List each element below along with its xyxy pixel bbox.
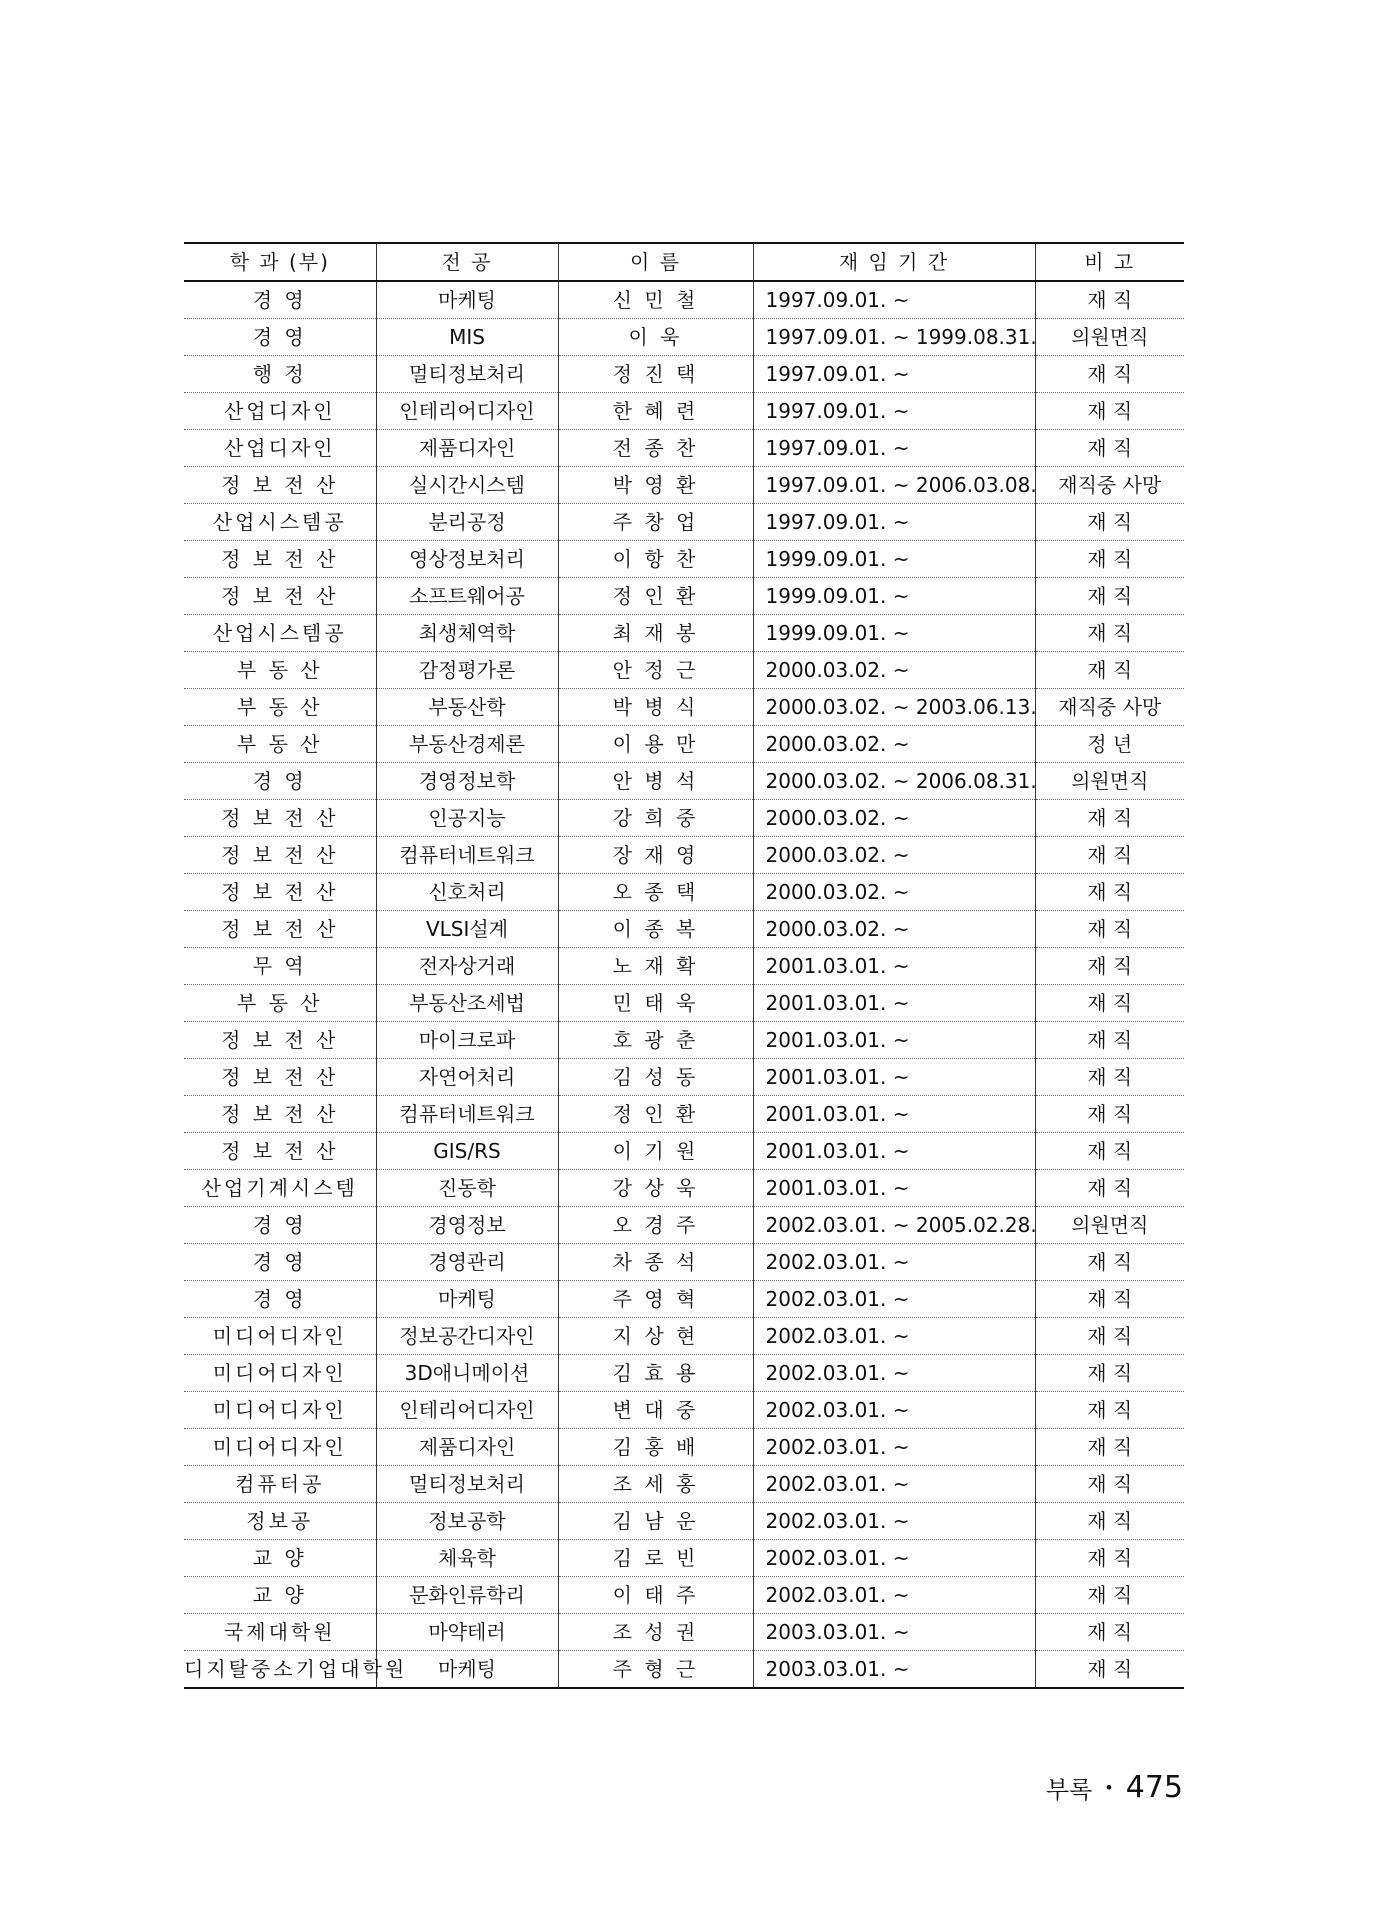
cell-remarks: 재 직 xyxy=(1035,652,1184,689)
cell-major: 3D애니메이션 xyxy=(376,1355,558,1392)
cell-department: 컴퓨터공 xyxy=(184,1466,376,1503)
cell-department: 정 보 전 산 xyxy=(184,837,376,874)
cell-major: 경영정보 xyxy=(376,1207,558,1244)
cell-name: 신 민 철 xyxy=(558,281,753,319)
cell-major: 인공지능 xyxy=(376,800,558,837)
cell-name: 차 종 석 xyxy=(558,1244,753,1281)
cell-name: 이 종 복 xyxy=(558,911,753,948)
cell-tenure: 2002.03.01. ~ xyxy=(753,1392,1035,1429)
cell-name: 이 욱 xyxy=(558,319,753,356)
cell-tenure: 1997.09.01. ~ xyxy=(753,504,1035,541)
cell-tenure: 2002.03.01. ~ xyxy=(753,1577,1035,1614)
cell-department: 경 영 xyxy=(184,763,376,800)
cell-tenure: 2003.03.01. ~ xyxy=(753,1614,1035,1651)
cell-major: 마이크로파 xyxy=(376,1022,558,1059)
table-row xyxy=(184,1281,1184,1318)
cell-major: 멀티정보처리 xyxy=(376,356,558,393)
cell-major: 정보공간디자인 xyxy=(376,1318,558,1355)
table-header-row xyxy=(184,243,1184,281)
cell-major: 정보공학 xyxy=(376,1503,558,1540)
cell-name: 지 상 현 xyxy=(558,1318,753,1355)
cell-name: 정 인 환 xyxy=(558,1096,753,1133)
cell-department: 정보공 xyxy=(184,1503,376,1540)
cell-department: 정 보 전 산 xyxy=(184,1022,376,1059)
cell-major: 진동학 xyxy=(376,1170,558,1207)
cell-major: 마케팅 xyxy=(376,281,558,319)
cell-tenure: 1997.09.01. ~ xyxy=(753,281,1035,319)
cell-major: 신호처리 xyxy=(376,874,558,911)
header-department: 학 과 (부) xyxy=(184,243,376,281)
cell-department: 산업디자인 xyxy=(184,393,376,430)
table-row xyxy=(184,800,1184,837)
table-row xyxy=(184,726,1184,763)
cell-department: 미디어디자인 xyxy=(184,1318,376,1355)
cell-remarks: 재 직 xyxy=(1035,504,1184,541)
cell-department: 부 동 산 xyxy=(184,985,376,1022)
cell-remarks: 재 직 xyxy=(1035,393,1184,430)
cell-department: 산업디자인 xyxy=(184,430,376,467)
cell-name: 김 남 운 xyxy=(558,1503,753,1540)
cell-department: 경 영 xyxy=(184,1244,376,1281)
cell-department: 정 보 전 산 xyxy=(184,1133,376,1170)
cell-department: 교 양 xyxy=(184,1540,376,1577)
cell-major: 제품디자인 xyxy=(376,430,558,467)
table-row xyxy=(184,911,1184,948)
table-row xyxy=(184,1170,1184,1207)
cell-remarks: 정 년 xyxy=(1035,726,1184,763)
cell-tenure: 2000.03.02. ~ xyxy=(753,874,1035,911)
cell-department: 정 보 전 산 xyxy=(184,874,376,911)
cell-department: 정 보 전 산 xyxy=(184,1096,376,1133)
cell-name: 안 정 근 xyxy=(558,652,753,689)
cell-tenure: 2001.03.01. ~ xyxy=(753,1096,1035,1133)
cell-department: 정 보 전 산 xyxy=(184,578,376,615)
cell-major: 부동산조세법 xyxy=(376,985,558,1022)
cell-name: 조 성 권 xyxy=(558,1614,753,1651)
cell-tenure: 2002.03.01. ~ xyxy=(753,1503,1035,1540)
cell-remarks: 재 직 xyxy=(1035,911,1184,948)
cell-tenure: 2000.03.02. ~ 2003.06.13. xyxy=(753,689,1035,726)
cell-remarks: 재 직 xyxy=(1035,281,1184,319)
cell-remarks: 재 직 xyxy=(1035,800,1184,837)
table-row xyxy=(184,1614,1184,1651)
cell-remarks: 재 직 xyxy=(1035,874,1184,911)
cell-remarks: 재 직 xyxy=(1035,1170,1184,1207)
page-footer xyxy=(1046,1770,1183,1805)
table-row xyxy=(184,1133,1184,1170)
cell-department: 부 동 산 xyxy=(184,726,376,763)
table-row xyxy=(184,393,1184,430)
cell-tenure: 1997.09.01. ~ xyxy=(753,393,1035,430)
cell-department: 경 영 xyxy=(184,1207,376,1244)
cell-remarks: 의원면직 xyxy=(1035,319,1184,356)
cell-major: 최생체역학 xyxy=(376,615,558,652)
cell-tenure: 2001.03.01. ~ xyxy=(753,948,1035,985)
table-row xyxy=(184,1392,1184,1429)
cell-name: 조 세 홍 xyxy=(558,1466,753,1503)
table-row xyxy=(184,985,1184,1022)
cell-name: 이 항 찬 xyxy=(558,541,753,578)
cell-tenure: 2002.03.01. ~ xyxy=(753,1244,1035,1281)
cell-remarks: 재 직 xyxy=(1035,1577,1184,1614)
cell-major: 제품디자인 xyxy=(376,1429,558,1466)
cell-major: 컴퓨터네트워크 xyxy=(376,837,558,874)
cell-name: 오 경 주 xyxy=(558,1207,753,1244)
cell-tenure: 2003.03.01. ~ xyxy=(753,1651,1035,1689)
cell-major: 영상정보처리 xyxy=(376,541,558,578)
cell-tenure: 2000.03.02. ~ xyxy=(753,911,1035,948)
cell-department: 국제대학원 xyxy=(184,1614,376,1651)
cell-remarks: 재 직 xyxy=(1035,541,1184,578)
cell-major: 전자상거래 xyxy=(376,948,558,985)
cell-tenure: 1999.09.01. ~ xyxy=(753,615,1035,652)
cell-major: 마케팅 xyxy=(376,1281,558,1318)
cell-tenure: 2000.03.02. ~ 2006.08.31. xyxy=(753,763,1035,800)
cell-remarks: 재 직 xyxy=(1035,1429,1184,1466)
cell-remarks: 재 직 xyxy=(1035,1651,1184,1689)
table-body xyxy=(184,281,1184,1688)
cell-department: 경 영 xyxy=(184,319,376,356)
cell-major: 경영관리 xyxy=(376,1244,558,1281)
cell-remarks: 재 직 xyxy=(1035,1540,1184,1577)
cell-tenure: 2002.03.01. ~ xyxy=(753,1355,1035,1392)
cell-tenure: 2001.03.01. ~ xyxy=(753,1059,1035,1096)
cell-department: 부 동 산 xyxy=(184,652,376,689)
cell-major: 자연어처리 xyxy=(376,1059,558,1096)
cell-tenure: 2002.03.01. ~ 2005.02.28. xyxy=(753,1207,1035,1244)
cell-tenure: 1999.09.01. ~ xyxy=(753,578,1035,615)
cell-major: 부동산경제론 xyxy=(376,726,558,763)
cell-tenure: 1997.09.01. ~ 2006.03.08. xyxy=(753,467,1035,504)
cell-department: 산업시스템공 xyxy=(184,504,376,541)
table-row xyxy=(184,578,1184,615)
cell-remarks: 재 직 xyxy=(1035,1022,1184,1059)
table-row xyxy=(184,467,1184,504)
cell-name: 정 인 환 xyxy=(558,578,753,615)
cell-major: 분리공정 xyxy=(376,504,558,541)
table-row xyxy=(184,430,1184,467)
cell-major: VLSI설계 xyxy=(376,911,558,948)
table-row xyxy=(184,874,1184,911)
header-name: 이 름 xyxy=(558,243,753,281)
table-row xyxy=(184,356,1184,393)
cell-tenure: 2002.03.01. ~ xyxy=(753,1540,1035,1577)
cell-department: 산업기계시스템 xyxy=(184,1170,376,1207)
cell-remarks: 재 직 xyxy=(1035,1096,1184,1133)
table-row xyxy=(184,541,1184,578)
table-row xyxy=(184,615,1184,652)
cell-remarks: 재 직 xyxy=(1035,1503,1184,1540)
cell-name: 주 형 근 xyxy=(558,1651,753,1689)
table-row xyxy=(184,1207,1184,1244)
cell-department: 경 영 xyxy=(184,1281,376,1318)
cell-tenure: 1997.09.01. ~ xyxy=(753,430,1035,467)
cell-department: 정 보 전 산 xyxy=(184,800,376,837)
cell-department: 교 양 xyxy=(184,1577,376,1614)
header-tenure: 재 임 기 간 xyxy=(753,243,1035,281)
cell-major: 마약테러 xyxy=(376,1614,558,1651)
table-row xyxy=(184,1244,1184,1281)
cell-name: 정 진 택 xyxy=(558,356,753,393)
cell-name: 장 재 영 xyxy=(558,837,753,874)
cell-name: 김 효 용 xyxy=(558,1355,753,1392)
cell-name: 박 영 환 xyxy=(558,467,753,504)
header-remarks: 비 고 xyxy=(1035,243,1184,281)
footer-bullet-icon: • xyxy=(1104,1778,1114,1797)
cell-remarks: 재 직 xyxy=(1035,578,1184,615)
cell-remarks: 의원면직 xyxy=(1035,1207,1184,1244)
cell-name: 노 재 확 xyxy=(558,948,753,985)
cell-remarks: 재 직 xyxy=(1035,1281,1184,1318)
table-row xyxy=(184,1355,1184,1392)
cell-tenure: 2001.03.01. ~ xyxy=(753,1022,1035,1059)
table-row xyxy=(184,1540,1184,1577)
cell-department: 무 역 xyxy=(184,948,376,985)
cell-major: 멀티정보처리 xyxy=(376,1466,558,1503)
cell-department: 미디어디자인 xyxy=(184,1429,376,1466)
cell-tenure: 1997.09.01. ~ xyxy=(753,356,1035,393)
footer-section-label: 부록 xyxy=(1045,1776,1093,1804)
cell-major: 실시간시스템 xyxy=(376,467,558,504)
table-row xyxy=(184,1429,1184,1466)
cell-department: 경 영 xyxy=(184,281,376,319)
cell-major: 문화인류학리 xyxy=(376,1577,558,1614)
table-row xyxy=(184,1651,1184,1689)
cell-name: 한 혜 련 xyxy=(558,393,753,430)
table-row xyxy=(184,319,1184,356)
cell-major: 감정평가론 xyxy=(376,652,558,689)
cell-tenure: 2002.03.01. ~ xyxy=(753,1429,1035,1466)
cell-remarks: 재 직 xyxy=(1035,430,1184,467)
cell-tenure: 2000.03.02. ~ xyxy=(753,726,1035,763)
cell-name: 최 재 봉 xyxy=(558,615,753,652)
cell-tenure: 2002.03.01. ~ xyxy=(753,1466,1035,1503)
cell-name: 이 태 주 xyxy=(558,1577,753,1614)
table-row xyxy=(184,1318,1184,1355)
cell-remarks: 의원면직 xyxy=(1035,763,1184,800)
table-row xyxy=(184,652,1184,689)
faculty-table xyxy=(184,242,1184,1689)
cell-remarks: 재직중 사망 xyxy=(1035,467,1184,504)
cell-major: 소프트웨어공 xyxy=(376,578,558,615)
cell-tenure: 2001.03.01. ~ xyxy=(753,985,1035,1022)
cell-name: 주 영 혁 xyxy=(558,1281,753,1318)
cell-department: 행 정 xyxy=(184,356,376,393)
cell-department: 미디어디자인 xyxy=(184,1355,376,1392)
cell-tenure: 2002.03.01. ~ xyxy=(753,1281,1035,1318)
cell-remarks: 재 직 xyxy=(1035,837,1184,874)
cell-major: GIS/RS xyxy=(376,1133,558,1170)
cell-tenure: 2001.03.01. ~ xyxy=(753,1133,1035,1170)
cell-department: 정 보 전 산 xyxy=(184,911,376,948)
cell-name: 박 병 식 xyxy=(558,689,753,726)
cell-major: 마케팅 xyxy=(376,1651,558,1689)
cell-name: 호 광 춘 xyxy=(558,1022,753,1059)
cell-remarks: 재 직 xyxy=(1035,1614,1184,1651)
cell-name: 주 창 업 xyxy=(558,504,753,541)
cell-department: 미디어디자인 xyxy=(184,1392,376,1429)
cell-name: 오 종 택 xyxy=(558,874,753,911)
cell-major: MIS xyxy=(376,319,558,356)
cell-name: 강 희 중 xyxy=(558,800,753,837)
cell-name: 전 종 찬 xyxy=(558,430,753,467)
cell-remarks: 재 직 xyxy=(1035,1059,1184,1096)
cell-name: 김 성 동 xyxy=(558,1059,753,1096)
table-row xyxy=(184,504,1184,541)
cell-department: 정 보 전 산 xyxy=(184,541,376,578)
cell-name: 이 용 만 xyxy=(558,726,753,763)
table-row xyxy=(184,1022,1184,1059)
cell-remarks: 재 직 xyxy=(1035,1133,1184,1170)
cell-department: 정 보 전 산 xyxy=(184,467,376,504)
cell-name: 김 로 빈 xyxy=(558,1540,753,1577)
cell-name: 안 병 석 xyxy=(558,763,753,800)
cell-tenure: 2000.03.02. ~ xyxy=(753,800,1035,837)
cell-major: 컴퓨터네트워크 xyxy=(376,1096,558,1133)
table-row xyxy=(184,948,1184,985)
cell-department: 부 동 산 xyxy=(184,689,376,726)
table-row xyxy=(184,1059,1184,1096)
cell-major: 체육학 xyxy=(376,1540,558,1577)
cell-major: 인테리어디자인 xyxy=(376,393,558,430)
cell-tenure: 2000.03.02. ~ xyxy=(753,837,1035,874)
cell-remarks: 재 직 xyxy=(1035,1392,1184,1429)
cell-name: 김 홍 배 xyxy=(558,1429,753,1466)
cell-tenure: 2000.03.02. ~ xyxy=(753,652,1035,689)
cell-department: 디지탈중소기업대학원 xyxy=(184,1651,376,1689)
cell-tenure: 2001.03.01. ~ xyxy=(753,1170,1035,1207)
table-row xyxy=(184,763,1184,800)
cell-tenure: 1997.09.01. ~ 1999.08.31. xyxy=(753,319,1035,356)
header-major: 전 공 xyxy=(376,243,558,281)
cell-remarks: 재 직 xyxy=(1035,1355,1184,1392)
cell-remarks: 재 직 xyxy=(1035,948,1184,985)
cell-major: 부동산학 xyxy=(376,689,558,726)
table-row xyxy=(184,281,1184,319)
table-row xyxy=(184,1577,1184,1614)
cell-name: 이 기 원 xyxy=(558,1133,753,1170)
cell-department: 산업시스템공 xyxy=(184,615,376,652)
cell-name: 변 대 중 xyxy=(558,1392,753,1429)
cell-name: 민 태 욱 xyxy=(558,985,753,1022)
cell-remarks: 재 직 xyxy=(1035,615,1184,652)
cell-major: 경영정보학 xyxy=(376,763,558,800)
cell-remarks: 재 직 xyxy=(1035,356,1184,393)
page-number: 475 xyxy=(1125,1770,1183,1805)
table-row xyxy=(184,837,1184,874)
table-row xyxy=(184,1503,1184,1540)
cell-remarks: 재 직 xyxy=(1035,1244,1184,1281)
cell-department: 정 보 전 산 xyxy=(184,1059,376,1096)
cell-remarks: 재 직 xyxy=(1035,1466,1184,1503)
cell-major: 인테리어디자인 xyxy=(376,1392,558,1429)
cell-tenure: 1999.09.01. ~ xyxy=(753,541,1035,578)
cell-remarks: 재 직 xyxy=(1035,1318,1184,1355)
cell-remarks: 재직중 사망 xyxy=(1035,689,1184,726)
cell-remarks: 재 직 xyxy=(1035,985,1184,1022)
table-row xyxy=(184,689,1184,726)
cell-tenure: 2002.03.01. ~ xyxy=(753,1318,1035,1355)
table-row xyxy=(184,1096,1184,1133)
cell-name: 강 상 욱 xyxy=(558,1170,753,1207)
table-row xyxy=(184,1466,1184,1503)
